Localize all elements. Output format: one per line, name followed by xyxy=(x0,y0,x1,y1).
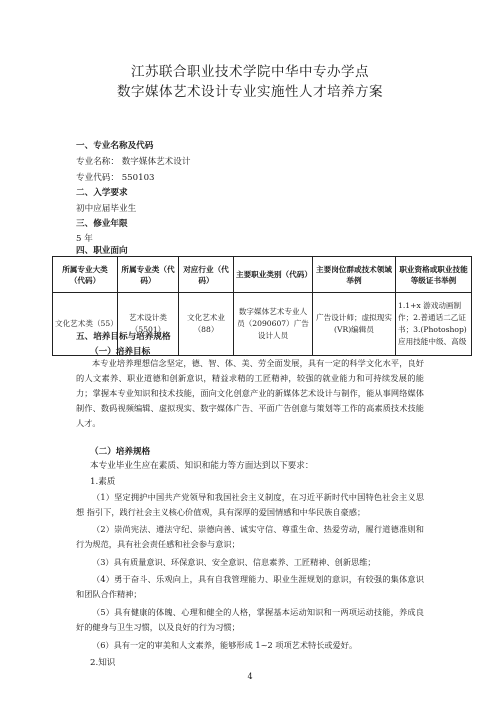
study-years: 5 年 xyxy=(76,234,93,244)
table-cell: 广告设计师；虚拟现实(VR)编辑员 xyxy=(313,293,396,356)
quality-item-1: （1）坚定拥护中国共产党领导和我国社会主义制度，在习近平新时代中国特色社会主义思想 指引下，践行社会主义核心价值观，具有深厚的爱国情感和中华民族自豪感； xyxy=(76,492,424,517)
table-cell: 艺术设计类（5501） xyxy=(118,293,179,356)
quality-item-4: （4）勇于奋斗、乐观向上，具有自我管理能力、职业生涯规划的意识，有较强的集体意识和团队合作精神； xyxy=(76,574,424,599)
section-heading-career: 四、职业面向 xyxy=(76,246,128,256)
table-cell: 数字媒体艺术专业人员（2090607）广告设计人员 xyxy=(234,293,313,356)
entry-requirement: 初中应届毕业生 xyxy=(76,204,137,214)
quality-item-5: （5）具有健康的体魄、心理和健全的人格，掌握基本运动知识和一两项运动技能，养成良好的健身与卫生习惯，以及良好的行为习惯； xyxy=(76,607,424,632)
table-header: 职业资格或职业技能等级证书举例 xyxy=(396,257,472,293)
section-heading-major: 一、专业名称及代码 xyxy=(76,141,154,151)
table-cell: 文化艺术类（55） xyxy=(53,293,118,356)
spec-intro: 本专业毕业生应在素质、知识和能力等方面达到以下要求： xyxy=(90,461,314,471)
quality-item-6: （6）具有一定的审美和人文素养，能够形成 1~2 项项艺术特长或爱好。 xyxy=(92,640,358,650)
goal-paragraph: 本专业培养理想信念坚定，德、智、体、美、劳全面发展，具有一定的科学文化水平，良好的人文素养、职业道德和创新意识，精益求精的工匠精神，较强的就业能力和可持续发展的能力；掌握本专业知识和技术技能，面向文化创意产业的新媒体艺术设计与制作，能从事网络媒体制作、数码视频编辑、虚拟现实、数字媒体广告、平面广告创意与策划等工作的高素质技术技能人才。 xyxy=(76,358,424,428)
subsection-heading-spec: （二）培养规格 xyxy=(90,447,151,457)
section-heading-years: 三、修业年限 xyxy=(76,219,128,229)
knowledge-heading: 2.知识 xyxy=(90,658,116,668)
table-header: 对应行业（代码） xyxy=(179,257,234,293)
section-heading-goals: 五、培养目标与培养规格 xyxy=(76,332,171,342)
quality-item-2: （2）崇尚宪法、遵法守纪、崇德向善、诚实守信、尊重生命、热爱劳动，履行道德准则和行为规范，具有社会责任感和社会参与意识； xyxy=(76,524,424,549)
quality-item-3: （3）具有质量意识、环保意识、安全意识、信息素养、工匠精神、创新思维； xyxy=(92,557,376,567)
table-cell: 文化艺术业（88） xyxy=(179,293,234,356)
quality-heading: 1.素质 xyxy=(90,477,116,487)
table-header-row xyxy=(53,257,472,293)
page-number: 4 xyxy=(247,672,253,681)
table-header: 所属专业大类（代码） xyxy=(53,257,118,293)
document-title-line1: 江苏联合职业技术学院中华中专办学点 xyxy=(131,64,369,80)
major-name: 专业名称： 数字媒体艺术设计 xyxy=(76,157,191,167)
table-header: 所属专业类（代码） xyxy=(118,257,179,293)
document-title-line2: 数字媒体艺术设计专业实施性人才培养方案 xyxy=(117,84,383,100)
table-header: 主要职业类别（代码） xyxy=(234,257,313,293)
subsection-heading-goal: （一）培养目标 xyxy=(90,347,151,357)
table-cell: 1.1+x 游戏动画制作；2.普通话二乙证书；3.(Photoshop)应用技能中级、高级 xyxy=(396,293,472,356)
table-header: 主要岗位群或技术领域举例 xyxy=(313,257,396,293)
section-heading-entry: 二、入学要求 xyxy=(76,188,128,198)
major-code: 专业代码： 550103 xyxy=(76,173,155,183)
